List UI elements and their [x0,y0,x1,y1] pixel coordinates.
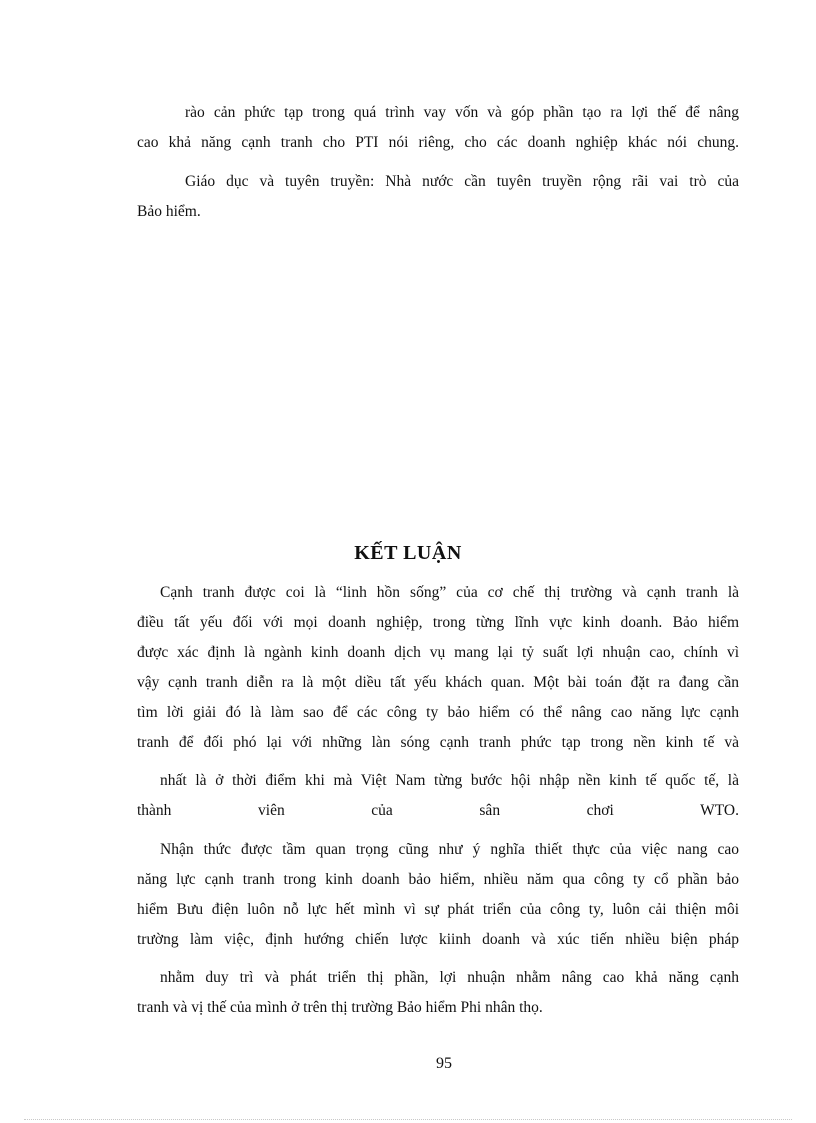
paragraph-line: trường làm việc, định hướng chiến lược kiinh doanh và xúc tiến nhiều biện pháp [137,931,739,948]
paragraph-line: điều tất yếu đối với mọi doanh nghiệp, trong từng lĩnh vực kinh doanh. Bảo hiểm [137,614,739,631]
paragraph-line: rào cản phức tạp trong quá trình vay vốn và góp phần tạo ra lợi thế để nâng [185,104,739,121]
paragraph-line: được xác định là ngành kinh doanh dịch vụ mang lại tỷ suất lợi nhuận cao, chính vì [137,644,739,661]
paragraph-line: năng lực cạnh tranh trong kinh doanh bảo hiểm, nhiều năm qua công ty cổ phần bảo [137,871,739,888]
paragraph-line: thành viên của sân chơi WTO. [137,802,739,819]
paragraph-line: tìm lời giải đó là làm sao để các công ty bảo hiểm có thể nâng cao năng lực cạnh [137,704,739,721]
paragraph-line: cao khả năng cạnh tranh cho PTI nói riêng, cho các doanh nghiệp khác nói chung. [137,134,739,151]
paragraph-line: vậy cạnh tranh diễn ra là một diều tất yếu khách quan. Một bài toán đặt ra đang cần [137,674,739,691]
footer-divider [24,1119,792,1120]
paragraph-line: Bảo hiểm. [137,203,201,220]
paragraph-line: Giáo dục và tuyên truyền: Nhà nước cần tuyên truyền rộng rãi vai trò của [185,173,739,190]
paragraph-line: hiểm Bưu điện luôn nỗ lực hết mình vì sự phát triển của công ty, luôn cải thiện môi [137,901,739,918]
paragraph-line: tranh để đối phó lại với những làn sóng cạnh tranh phức tạp trong nền kinh tế và [137,734,739,751]
conclusion-heading: KẾT LUẬN [354,542,462,564]
paragraph-line: nhằm duy trì và phát triển thị phần, lợi nhuận nhằm nâng cao khả năng cạnh [160,969,739,986]
paragraph-line: Cạnh tranh được coi là “linh hồn sống” của cơ chế thị trường và cạnh tranh là [160,584,739,601]
page-number: 95 [436,1055,452,1072]
paragraph-line: Nhận thức được tầm quan trọng cũng như ý nghĩa thiết thực của việc nang cao [160,841,739,858]
paragraph-line: nhất là ở thời điểm khi mà Việt Nam từng bước hội nhập nền kinh tế quốc tế, là [160,772,739,789]
paragraph-line: tranh và vị thế của mình ở trên thị trường Bảo hiểm Phi nhân thọ. [137,999,543,1016]
